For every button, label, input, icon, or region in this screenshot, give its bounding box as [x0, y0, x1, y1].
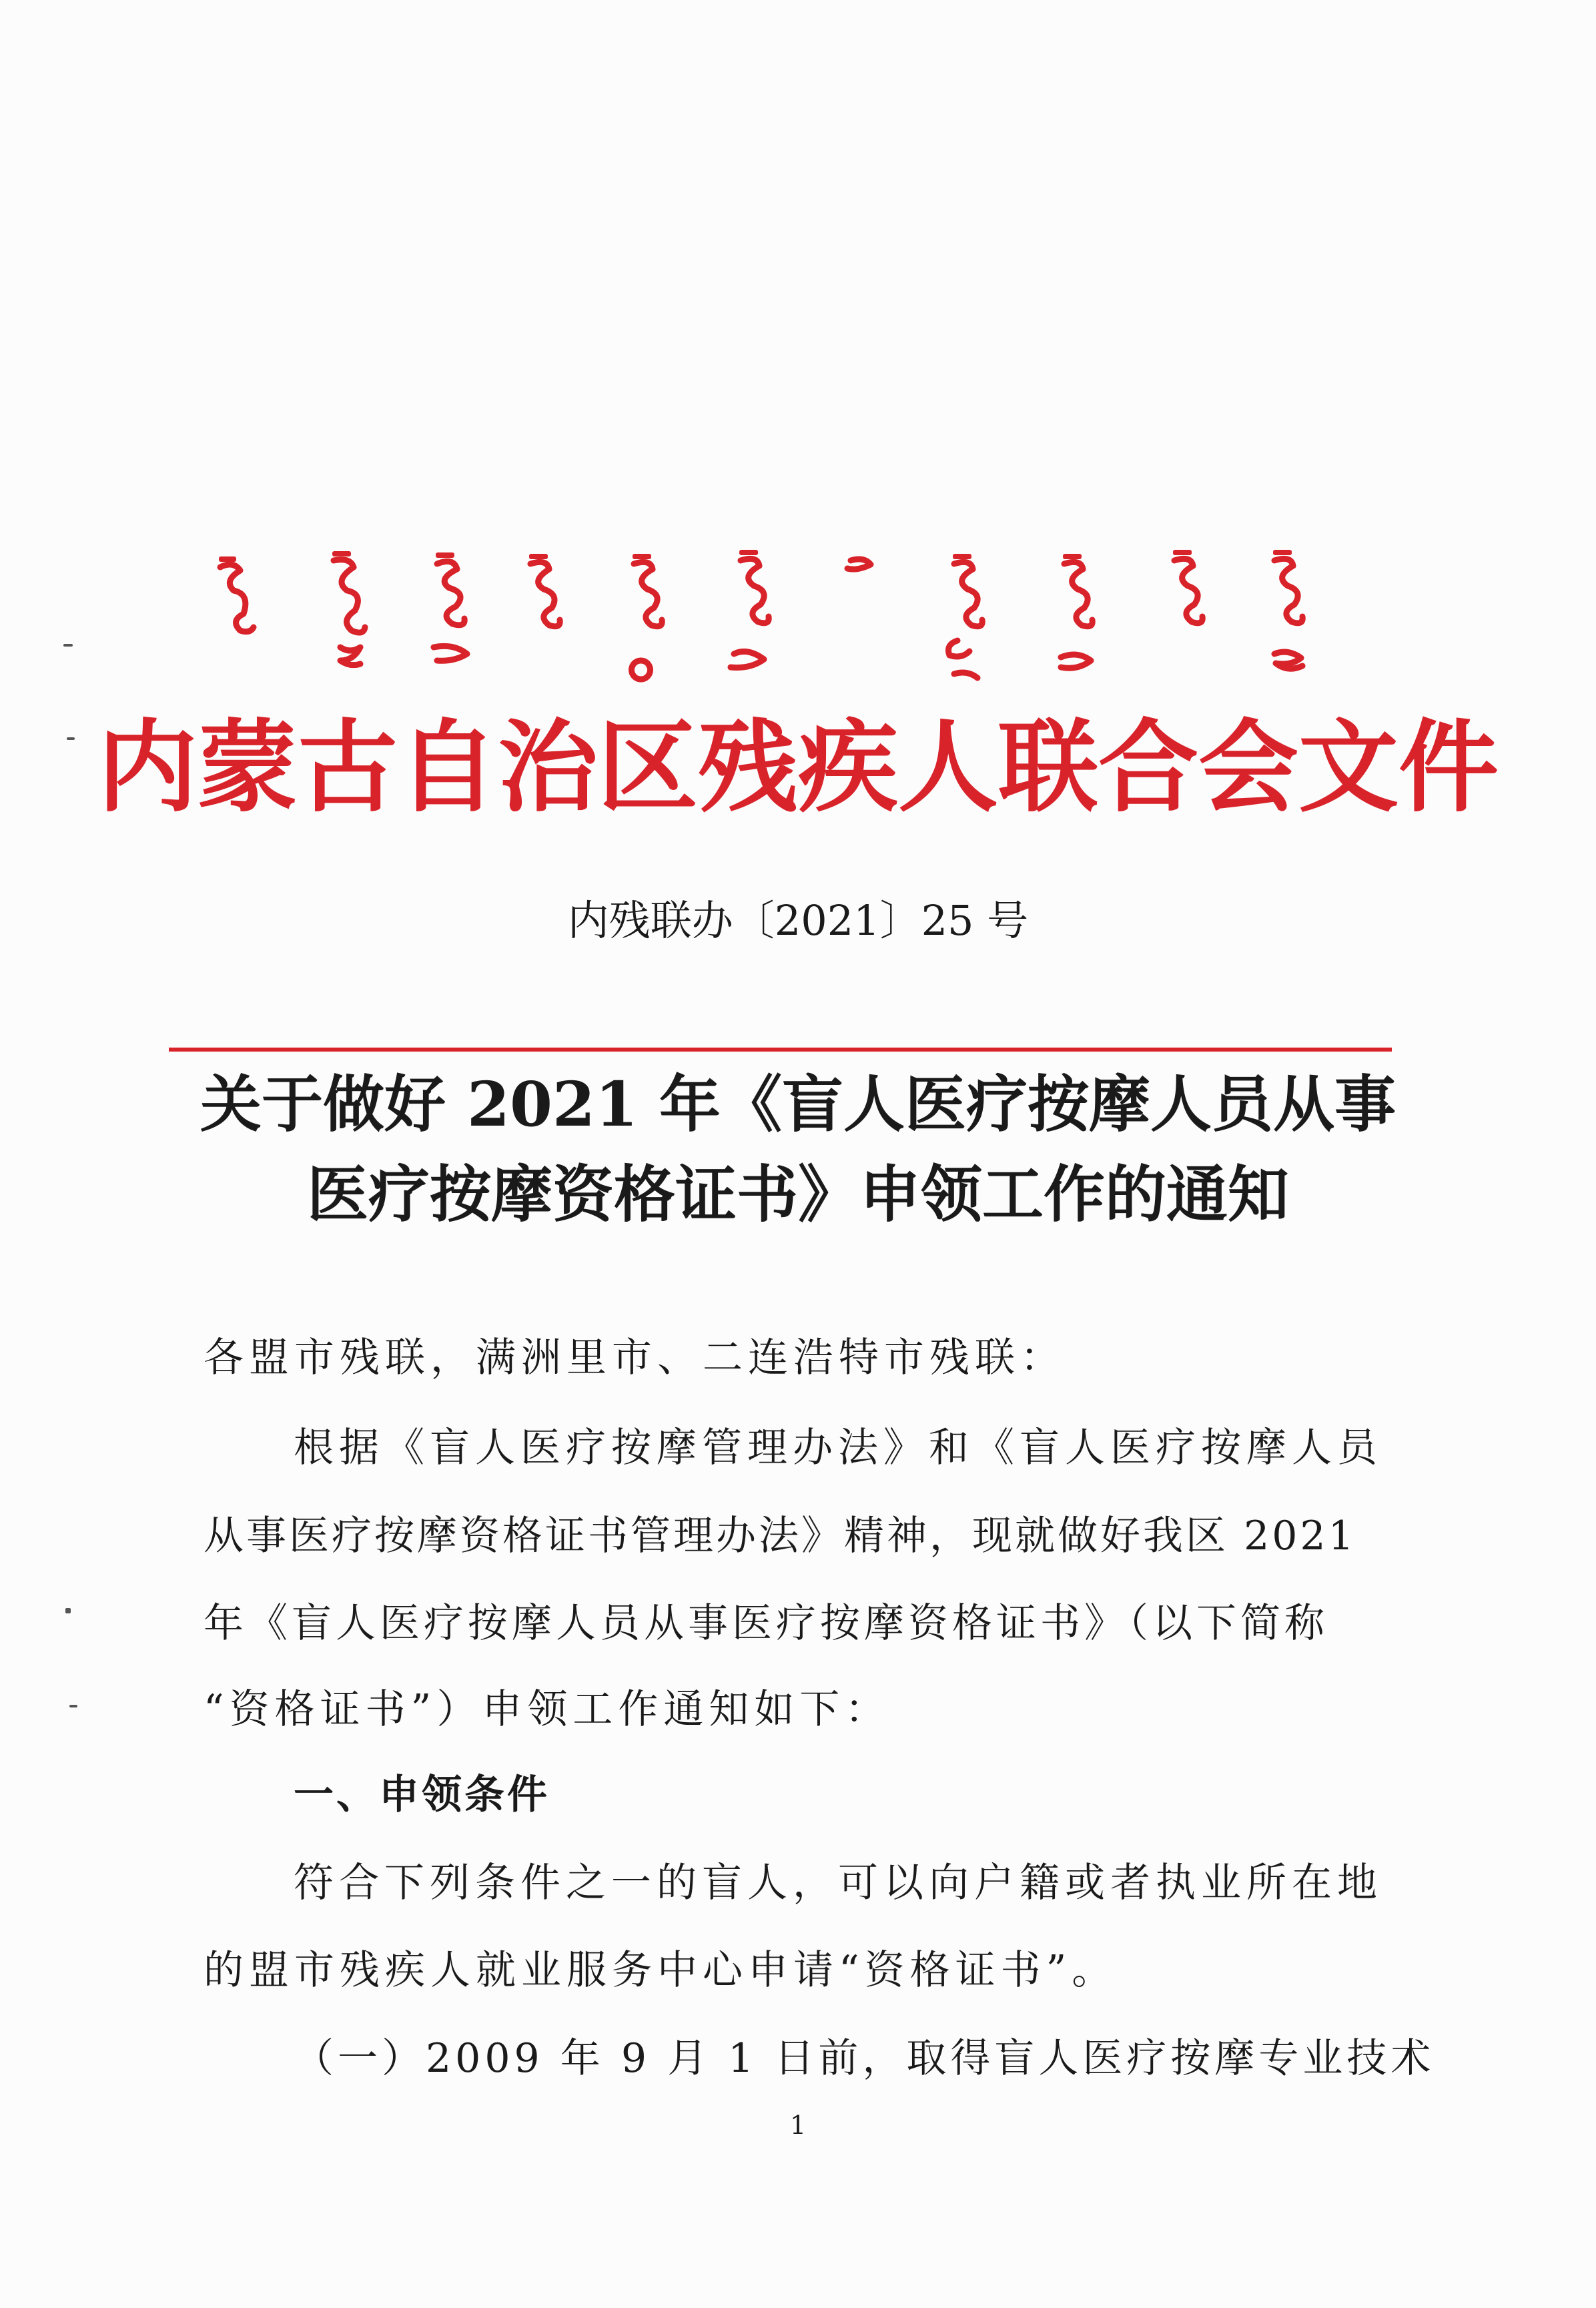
section-heading: 一、申领条件	[294, 1772, 550, 1818]
notice-title-line-1: 关于做好 2021 年《盲人医疗按摩人员从事	[200, 1068, 1396, 1140]
paragraph-line: 的盟市残疾人就业服务中心申请“资格证书”。	[204, 1947, 1118, 1994]
mongolian-title	[207, 547, 1381, 694]
page-number: 1	[789, 2110, 807, 2140]
scan-speck	[65, 1608, 71, 1613]
red-divider-rule	[169, 1048, 1392, 1052]
paragraph-line: 符合下列条件之一的盲人，可以向户籍或者执业所在地	[294, 1860, 1382, 1906]
paragraph-line: “资格证书”）申领工作通知如下：	[204, 1686, 891, 1733]
paragraph-line: （一）2009 年 9 月 1 日前，取得盲人医疗按摩专业技术	[294, 2035, 1435, 2082]
addressee: 各盟市残联，满洲里市、二连浩特市残联：	[204, 1334, 1066, 1381]
notice-title-line-2: 医疗按摩资格证书》申领工作的通知	[306, 1158, 1289, 1230]
paragraph-line: 年《盲人医疗按摩人员从事医疗按摩资格证书》（以下简称	[204, 1600, 1328, 1647]
scan-speck	[69, 1705, 77, 1707]
paragraph-line: 根据《盲人医疗按摩管理办法》和《盲人医疗按摩人员	[294, 1425, 1382, 1471]
document-header-title: 内蒙古自治区残疾人联合会文件	[97, 709, 1499, 826]
document-number: 内残联办〔2021〕25 号	[567, 896, 1029, 945]
paragraph-line: 从事医疗按摩资格证书管理办法》精神，现就做好我区 2021	[204, 1513, 1356, 1559]
scan-speck	[63, 644, 73, 647]
scan-speck	[67, 737, 75, 740]
